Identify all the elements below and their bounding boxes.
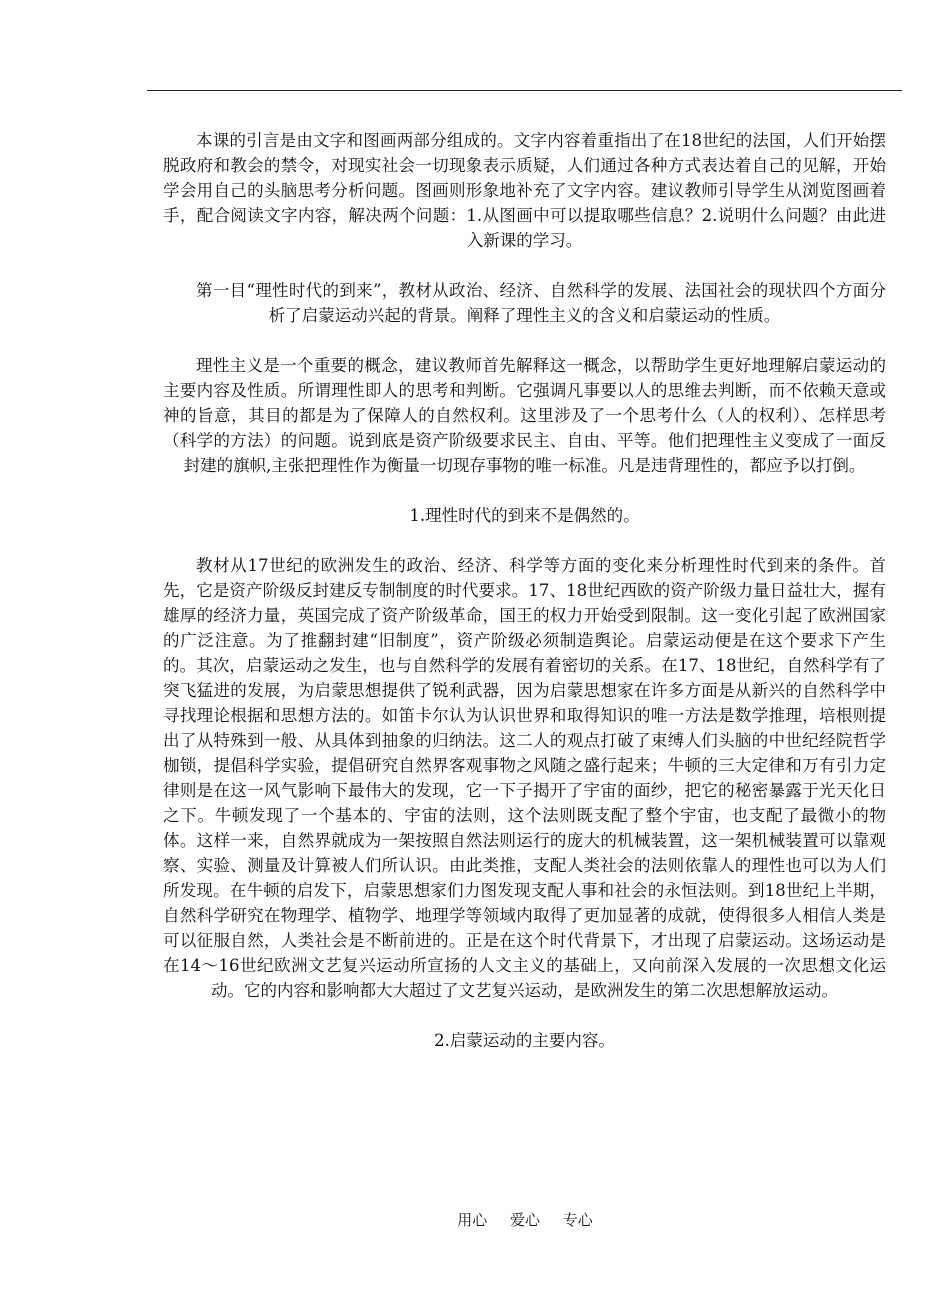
header-rule <box>147 90 902 91</box>
paragraph-conditions: 教材从17世纪的欧洲发生的政治、经济、科学等方面的变化来分析理性时代到来的条件。首先，它是资产阶级反封建反专制制度的时代要求。17、18世纪西欧的资产阶级力量日益壮大，握有雄厚的经济力量，英国完成了资产阶级革命，国王的权力开始受到限制。这一变化引起了欧洲国家的广泛注意。为了推翻封建“旧制度”，资产阶级必须制造舆论。启蒙运动便是在这个要求下产生的。其次，启蒙运动之发生，也与自然科学的发展有着密切的关系。在17、18世纪，自然科学有了突飞猛进的发展，为启蒙思想提供了锐利武器，因为启蒙思想家在许多方面是从新兴的自然科学中寻找理论根据和思想方法的。如笛卡尔认为认识世界和取得知识的唯一方法是数学推理，培根则提出了从特殊到一般、从具体到抽象的归纳法。这二人的观点打破了束缚人们头脑的中世纪经院哲学枷锁，提倡科学实验，提倡研究自然界客观事物之风随之盛行起来；牛顿的三大定律和万有引力定律则是在这一风气影响下最伟大的发现，它一下子揭开了宇宙的面纱，把它的秘密暴露于光天化日之下。牛顿发现了一个基本的、宇宙的法则，这个法则既支配了整个宇宙，也支配了最微小的物体。这样一来，自然界就成为一架按照自然法则运行的庞大的机械装置，这一架机械装置可以靠观察、实验、测量及计算被人们所认识。由此类推，支配人类社会的法则依靠人的理性也可以为人们所发现。在牛顿的启发下，启蒙思想家们力图发现支配人事和社会的永恒法则。到18世纪上半期，自然科学研究在物理学、植物学、地理学等领域内取得了更加显著的成就，使得很多人相信人类是可以征服自然，人类社会是不断前进的。正是在这个时代背景下，才出现了启蒙运动。这场运动是在14～16世纪欧洲文艺复兴运动所宣扬的人文主义的基础上，又向前深入发展的一次思想文化运动。它的内容和影响都大大超过了文艺复兴运动，是欧洲发生的第二次思想解放运动。 <box>163 556 886 1000</box>
paragraph-intro: 本课的引言是由文字和图画两部分组成的。文字内容着重指出了在18世纪的法国，人们开始摆脱政府和教会的禁令，对现实社会一切现象表示质疑，人们通过各种方式表达着自己的见解，开始学会用自己的头脑思考分析问题。图画则形象地补充了文字内容。建议教师引导学生从浏览图画着手，配合阅读文字内容，解决两个问题：1.从图画中可以提取哪些信息？2.说明什么问题？由此进入新课的学习。 <box>163 131 886 250</box>
paragraph-rationalism: 理性主义是一个重要的概念，建议教师首先解释这一概念，以帮助学生更好地理解启蒙运动的主要内容及性质。所谓理性即人的思考和判断。它强调凡事要以人的思维去判断，而不依赖天意或神的旨意，其目的都是为了保障人的自然权利。这里涉及了一个思考什么（人的权利）、怎样思考（科学的方法）的问题。说到底是资产阶级要求民主、自由、平等。他们把理性主义变成了一面反封建的旗帜,主张把理性作为衡量一切现存事物的唯一标准。凡是违背理性的，都应予以打倒。 <box>163 356 886 475</box>
paragraph-section-one: 第一目“理性时代的到来”，教材从政治、经济、自然科学的发展、法国社会的现状四个方面分析了启蒙运动兴起的背景。阐释了理性主义的含义和启蒙运动的性质。 <box>196 281 886 325</box>
section-heading-1: 1.理性时代的到来不是偶然的。 <box>409 506 640 525</box>
section-heading-2: 2.启蒙运动的主要内容。 <box>434 1031 615 1050</box>
page-footer: 用心 爱心 专心 <box>457 1211 593 1229</box>
document-body <box>163 128 886 1078</box>
